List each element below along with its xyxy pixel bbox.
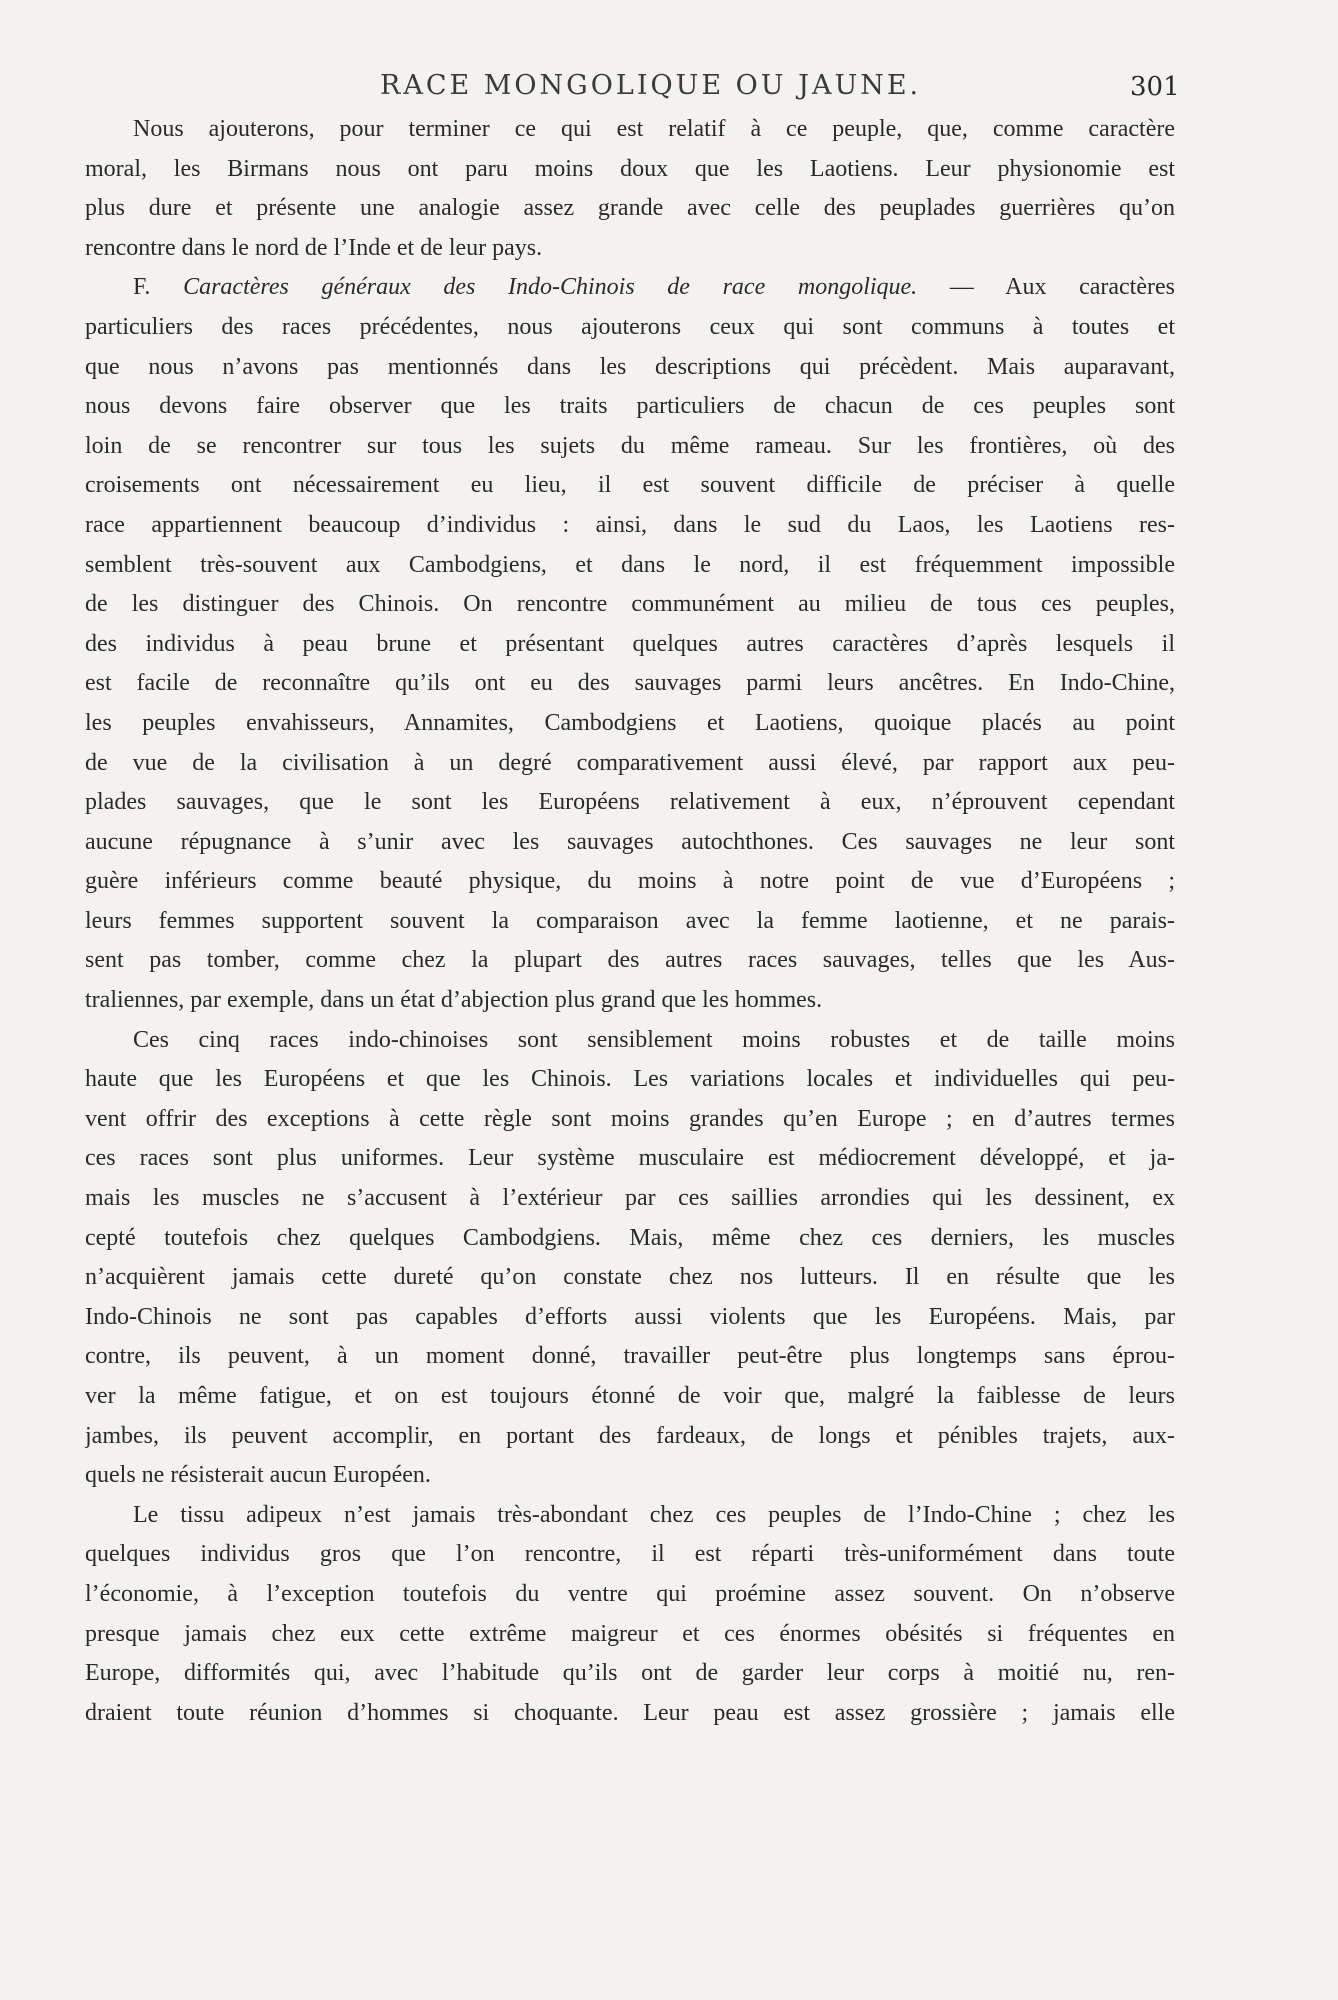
text-line: plades sauvages, que le sont les Européens relativement à eux, n’éprouvent cependant	[85, 789, 1175, 816]
text-line: sent pas tomber, comme chez la plupart des autres races sauvages, telles que les Aus-	[85, 947, 1175, 974]
paragraph-birmans	[85, 110, 1175, 268]
text-line: leurs femmes supportent souvent la comparaison avec la femme laotienne, et ne parais-	[85, 907, 1175, 934]
section-heading-line	[85, 268, 1175, 308]
text-line: moral, les Birmans nous ont paru moins doux que les Laotiens. Leur physionomie est	[85, 155, 1175, 182]
text-line: l’économie, à l’exception toutefois du ventre qui proémine assez souvent. On n’observe	[85, 1580, 1175, 1607]
text-line: des individus à peau brune et présentant quelques autres caractères d’après lesquels il	[85, 630, 1175, 657]
text-line: traliennes, par exemple, dans un état d’abjection plus grand que les hommes.	[85, 987, 823, 1014]
text-line: les peuples envahisseurs, Annamites, Cambodgiens et Laotiens, quoique placés au point	[85, 709, 1175, 736]
text-line: cepté toutefois chez quelques Cambodgiens. Mais, même chez ces derniers, les muscles	[85, 1224, 1175, 1251]
text-line: Le tissu adipeux n’est jamais très-abondant chez ces peuples de l’Indo-Chine ; chez les	[133, 1501, 1175, 1528]
text-line: que nous n’avons pas mentionnés dans les descriptions qui précèdent. Mais auparavant,	[85, 353, 1175, 380]
paragraph-tissu-adipeux	[85, 1496, 1175, 1734]
text-line: particuliers des races précédentes, nous ajouterons ceux qui sont communs à toutes et	[85, 313, 1175, 340]
paragraph-robustesse	[85, 1021, 1175, 1496]
text-line: loin de se rencontrer sur tous les sujets du même rameau. Sur les frontières, où des	[85, 432, 1175, 459]
text-line: quelques individus gros que l’on rencontre, il est réparti très-uniformément dans toute	[85, 1541, 1175, 1568]
paragraph-caracteres-generaux	[85, 268, 1175, 1020]
running-head: RACE MONGOLIQUE OU JAUNE.	[380, 70, 922, 101]
text-line: jambes, ils peuvent accomplir, en portant des fardeaux, de longs et pénibles trajets, aux-	[85, 1422, 1175, 1449]
text-line: de les distinguer des Chinois. On rencontre communément au milieu de tous ces peuples,	[85, 591, 1175, 618]
text-line: ver la même fatigue, et on est toujours étonné de voir que, malgré la faiblesse de leurs	[85, 1383, 1175, 1409]
text-line: Nous ajouterons, pour terminer ce qui est relatif à ce peuple, que, comme caractère	[133, 116, 1175, 142]
text-line: aucune répugnance à s’unir avec les sauvages autochthones. Ces sauvages ne leur sont	[85, 828, 1175, 855]
page-number: 301	[1130, 72, 1180, 102]
text-line: Indo-Chinois ne sont pas capables d’efforts aussi violents que les Européens. Mais, par	[85, 1303, 1175, 1330]
text-line: Ces cinq races indo-chinoises sont sensiblement moins robustes et de taille moins	[133, 1026, 1175, 1053]
text-line: de vue de la civilisation à un degré comparativement aussi élevé, par rapport aux peu-	[85, 749, 1175, 776]
text-line: quels ne résisterait aucun Européen.	[85, 1462, 431, 1489]
text-line: contre, ils peuvent, à un moment donné, travailler peut-être plus longtemps sans éprou-	[85, 1343, 1175, 1370]
text-line: Europe, difformités qui, avec l’habitude qu’ils ont de garder leur corps à moitié nu, ren-	[85, 1660, 1175, 1687]
text-line: plus dure et présente une analogie assez grande avec celle des peuplades guerrières qu’on	[85, 195, 1175, 222]
text-line: guère inférieurs comme beauté physique, du moins à notre point de vue d’Européens ;	[85, 868, 1175, 895]
text-fragment: — Aux caractères	[917, 274, 1175, 301]
body-text	[85, 110, 1175, 1733]
text-line: nous devons faire observer que les traits particuliers de chacun de ces peuples sont	[85, 393, 1175, 420]
text-line: rencontre dans le nord de l’Inde et de leur pays.	[85, 234, 543, 261]
text-line: haute que les Européens et que les Chinois. Les variations locales et individuelles qui peu-	[85, 1066, 1175, 1093]
text-line: presque jamais chez eux cette extrême maigreur et ces énormes obésités si fréquentes en	[85, 1620, 1175, 1647]
text-line: croisements ont nécessairement eu lieu, il est souvent difficile de préciser à quelle	[85, 472, 1175, 499]
section-heading: Caractères généraux des Indo-Chinois de race mongolique.	[183, 274, 918, 301]
text-line: race appartiennent beaucoup d’individus : ainsi, dans le sud du Laos, les Laotiens res-	[85, 511, 1175, 538]
text-line: mais les muscles ne s’accusent à l’extérieur par ces saillies arrondies qui les dessinent, ex	[85, 1185, 1175, 1212]
text-line: semblent très-souvent aux Cambodgiens, et dans le nord, il est fréquemment impossible	[85, 551, 1175, 578]
text-line: n’acquièrent jamais cette dureté qu’on constate chez nos lutteurs. Il en résulte que les	[85, 1264, 1175, 1291]
text-line: draient toute réunion d’hommes si choquante. Leur peau est assez grossière ; jamais elle	[85, 1699, 1175, 1726]
text-line: vent offrir des exceptions à cette règle sont moins grandes qu’en Europe ; en d’autres termes	[85, 1105, 1175, 1132]
text-line: est facile de reconnaître qu’ils ont eu des sauvages parmi leurs ancêtres. En Indo-Chine,	[85, 670, 1175, 697]
section-label: F.	[133, 274, 184, 301]
text-line: ces races sont plus uniformes. Leur système musculaire est médiocrement développé, et ja-	[85, 1145, 1175, 1172]
